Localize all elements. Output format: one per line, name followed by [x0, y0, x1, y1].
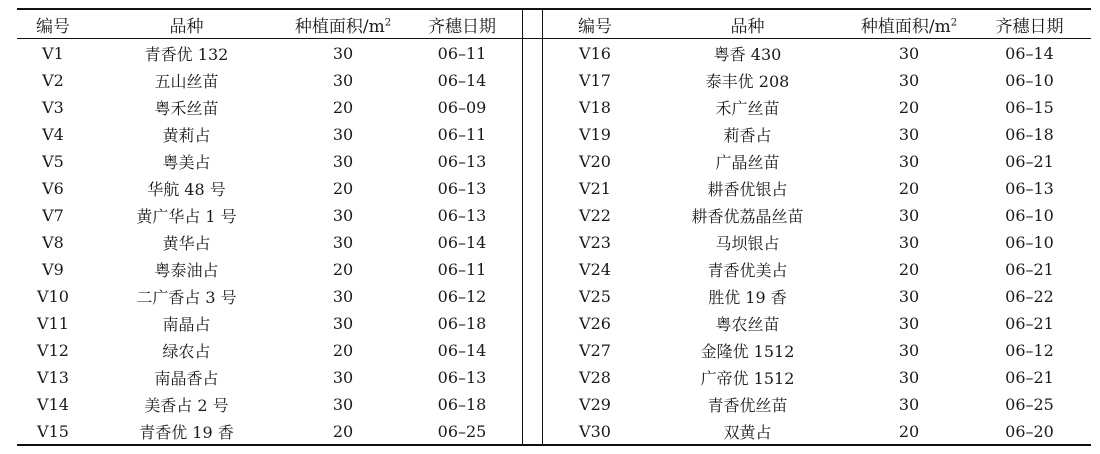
cell-date: 06–14	[437, 71, 487, 90]
table-row	[17, 391, 522, 418]
cell-area: 30	[898, 206, 920, 225]
cell-name: 粤美占	[162, 153, 211, 172]
cell-date: 06–13	[1005, 179, 1054, 198]
cell-area: 30	[898, 71, 920, 90]
cell-code: V23	[579, 233, 611, 252]
table-row	[545, 229, 1091, 256]
cell-name: 青香优丝苗	[707, 396, 788, 415]
cell-date: 06–09	[437, 98, 487, 117]
header-date: 齐穗日期	[428, 16, 496, 37]
table-row	[17, 40, 522, 67]
cell-date: 06–22	[1005, 287, 1054, 306]
header-area	[284, 12, 402, 37]
cell-area: 30	[898, 44, 920, 63]
cell-area: 30	[898, 368, 920, 387]
cell-name: 莉香占	[723, 126, 772, 145]
cell-date: 06–14	[437, 341, 487, 360]
cell-name: 青香优美占	[707, 261, 788, 280]
cell-area: 30	[332, 152, 354, 171]
right-half-table	[545, 10, 1091, 445]
cell-name: 广晶丝苗	[715, 153, 780, 172]
cell-code: V19	[579, 125, 611, 144]
cell-date: 06–12	[1005, 341, 1054, 360]
cell-date: 06–10	[1005, 233, 1054, 252]
cell-date: 06–18	[437, 395, 487, 414]
table-row	[17, 256, 522, 283]
cell-code: V30	[579, 422, 611, 441]
cell-date: 06–21	[1005, 152, 1054, 171]
cell-name: 黄莉占	[162, 126, 211, 145]
cell-date: 06–11	[437, 44, 487, 63]
cell-date: 06–11	[437, 125, 487, 144]
table-row	[17, 229, 522, 256]
cell-name: 胜优 19 香	[708, 288, 787, 307]
right-body	[545, 40, 1091, 445]
cell-name: 粤香 430	[713, 45, 782, 64]
cell-code: V26	[579, 314, 611, 333]
table-row	[545, 418, 1091, 445]
header-date: 齐穗日期	[995, 16, 1064, 37]
cell-code: V25	[579, 287, 611, 306]
cell-date: 06–13	[437, 179, 487, 198]
table-row	[17, 148, 522, 175]
cell-code: V14	[37, 395, 69, 414]
cell-name: 金隆优 1512	[700, 342, 795, 361]
header-area-label: 种植面积/m	[860, 16, 951, 37]
cell-name: 南晶香占	[154, 369, 219, 388]
header-row	[17, 10, 522, 38]
header-code: 编号	[36, 16, 70, 37]
cell-name: 二广香占 3 号	[136, 288, 237, 307]
cell-date: 06–12	[437, 287, 487, 306]
cell-date: 06–13	[437, 206, 487, 225]
rice-variety-table	[17, 8, 1091, 447]
table-row	[17, 121, 522, 148]
header-name: 品种	[169, 16, 204, 37]
cell-code: V29	[579, 395, 611, 414]
cell-code: V7	[42, 206, 64, 225]
cell-area: 20	[332, 260, 354, 279]
table-row	[545, 148, 1091, 175]
cell-area: 30	[332, 125, 354, 144]
cell-code: V11	[37, 314, 69, 333]
cell-area: 30	[332, 314, 354, 333]
cell-name: 青香优 19 香	[139, 423, 234, 442]
header-area-label: 种植面积/m	[294, 16, 385, 37]
cell-area: 20	[332, 179, 354, 198]
table-row	[545, 175, 1091, 202]
table-row	[545, 283, 1091, 310]
cell-area: 30	[332, 44, 354, 63]
cell-name: 南晶占	[162, 315, 211, 334]
cell-name: 广帝优 1512	[700, 369, 795, 388]
cell-code: V10	[37, 287, 69, 306]
table-row	[17, 283, 522, 310]
table-row	[545, 364, 1091, 391]
cell-area: 30	[332, 71, 354, 90]
cell-date: 06–15	[1005, 98, 1054, 117]
cell-area: 20	[898, 422, 920, 441]
table-row	[17, 337, 522, 364]
table-row	[545, 67, 1091, 94]
cell-area: 20	[332, 98, 354, 117]
table-row	[545, 94, 1091, 121]
cell-code: V22	[579, 206, 611, 225]
cell-area: 30	[332, 233, 354, 252]
table-row	[545, 310, 1091, 337]
cell-area: 30	[898, 341, 920, 360]
table-row	[17, 67, 522, 94]
cell-area: 20	[332, 422, 354, 441]
cell-code: V20	[579, 152, 611, 171]
table-row	[17, 418, 522, 445]
table-row	[545, 337, 1091, 364]
cell-date: 06–10	[1005, 71, 1054, 90]
table-row	[17, 175, 522, 202]
table-row	[545, 40, 1091, 67]
table-row	[545, 202, 1091, 229]
left-half-table	[17, 10, 522, 445]
cell-code: V6	[42, 179, 64, 198]
cell-code: V17	[579, 71, 611, 90]
cell-name: 耕香优荔晶丝苗	[691, 207, 804, 226]
cell-date: 06–18	[437, 314, 487, 333]
cell-code: V1	[42, 44, 64, 63]
table-row	[17, 94, 522, 121]
cell-date: 06–25	[437, 422, 487, 441]
cell-code: V5	[42, 152, 64, 171]
header-area-superscript: 2	[384, 16, 392, 28]
header-code: 编号	[578, 16, 612, 37]
cell-date: 06–13	[437, 368, 487, 387]
cell-name: 马坝银占	[715, 234, 780, 253]
cell-name: 粤禾丝苗	[154, 99, 219, 118]
cell-name: 美香占 2 号	[144, 396, 229, 415]
cell-area: 30	[898, 152, 920, 171]
cell-date: 06–14	[437, 233, 487, 252]
cell-code: V27	[579, 341, 611, 360]
cell-date: 06–20	[1005, 422, 1054, 441]
cell-name: 黄华占	[162, 234, 211, 253]
cell-area: 20	[332, 341, 354, 360]
cell-area: 30	[332, 368, 354, 387]
table-row	[17, 310, 522, 337]
cell-area: 30	[898, 233, 920, 252]
column-divider	[522, 8, 523, 446]
cell-name: 耕香优银占	[707, 180, 788, 199]
table-row	[545, 391, 1091, 418]
cell-code: V4	[42, 125, 64, 144]
column-divider	[542, 8, 543, 446]
cell-date: 06–21	[1005, 368, 1054, 387]
table-row	[545, 121, 1091, 148]
cell-name: 泰丰优 208	[705, 72, 790, 91]
cell-area: 20	[898, 98, 920, 117]
cell-date: 06–10	[1005, 206, 1054, 225]
cell-area: 30	[332, 287, 354, 306]
cell-date: 06–25	[1005, 395, 1054, 414]
table-row	[545, 256, 1091, 283]
table-row	[17, 364, 522, 391]
cell-date: 06–11	[437, 260, 487, 279]
cell-code: V3	[42, 98, 64, 117]
cell-name: 双黄占	[723, 423, 772, 442]
cell-area: 20	[898, 260, 920, 279]
cell-date: 06–18	[1005, 125, 1054, 144]
cell-area: 30	[898, 395, 920, 414]
left-body	[17, 40, 522, 445]
cell-area: 30	[898, 125, 920, 144]
cell-code: V12	[37, 341, 69, 360]
cell-code: V2	[42, 71, 64, 90]
cell-date: 06–21	[1005, 260, 1054, 279]
cell-code: V9	[42, 260, 64, 279]
cell-area: 30	[332, 206, 354, 225]
cell-name: 华航 48 号	[147, 180, 226, 199]
header-area-superscript: 2	[950, 16, 958, 28]
cell-name: 粤农丝苗	[715, 315, 780, 334]
cell-name: 青香优 132	[144, 45, 229, 64]
header-area	[850, 12, 968, 37]
cell-area: 20	[898, 179, 920, 198]
cell-code: V8	[42, 233, 64, 252]
cell-code: V18	[579, 98, 611, 117]
cell-area: 30	[898, 314, 920, 333]
cell-code: V28	[579, 368, 611, 387]
cell-date: 06–14	[1005, 44, 1054, 63]
cell-date: 06–13	[437, 152, 487, 171]
cell-name: 黄广华占 1 号	[136, 207, 237, 226]
header-name: 品种	[730, 16, 765, 37]
cell-area: 30	[898, 287, 920, 306]
cell-area: 30	[332, 395, 354, 414]
cell-code: V21	[579, 179, 611, 198]
cell-code: V16	[579, 44, 611, 63]
cell-date: 06–21	[1005, 314, 1054, 333]
header-row	[545, 10, 1091, 38]
cell-code: V13	[37, 368, 69, 387]
cell-code: V15	[37, 422, 69, 441]
cell-code: V24	[579, 260, 611, 279]
cell-name: 绿农占	[162, 342, 211, 361]
cell-name: 粤泰油占	[154, 261, 219, 280]
cell-name: 禾广丝苗	[715, 99, 780, 118]
table-row	[17, 202, 522, 229]
cell-name: 五山丝苗	[154, 72, 219, 91]
